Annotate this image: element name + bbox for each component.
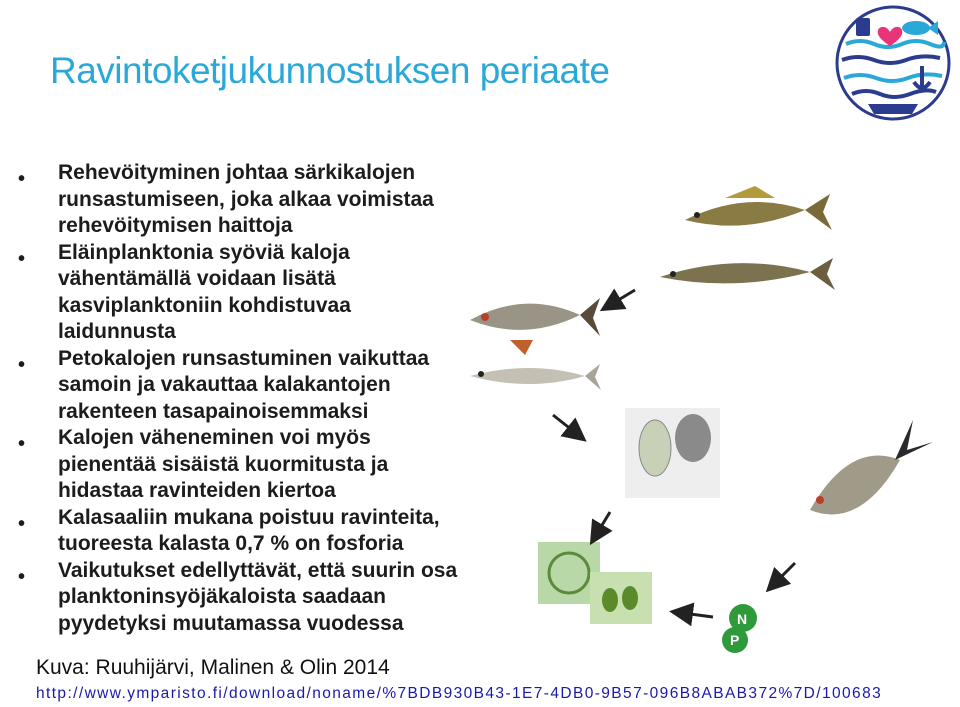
nutrient-n-label: N xyxy=(737,611,748,627)
nutrient-p-label: P xyxy=(730,632,740,648)
arrow-icon xyxy=(675,612,713,617)
arrow-icon xyxy=(553,415,582,438)
zooplankton-image xyxy=(625,408,720,498)
image-caption: Kuva: Ruuhijärvi, Malinen & Olin 2014 xyxy=(36,656,390,679)
arrow-icon xyxy=(770,563,795,588)
list-item: • Kalasaaliin mukana poistuu ravinteita, tuoreesta kalasta 0,7 % on fosforia xyxy=(18,505,440,555)
bullet-text: Kalasaaliin mukana poistuu ravinteita, tuoreesta kalasta 0,7 % on fosforia xyxy=(58,505,440,555)
food-chain-diagram xyxy=(455,180,960,660)
bullet-text: Rehevöityminen johtaa särkikalojen runsastumiseen, joka alkaa voimistaa rehevöitymisen haittoja xyxy=(58,161,434,237)
slide-title: Ravintoketjukunnostuksen periaate xyxy=(50,50,610,91)
bullet-text: Vaikutukset edellyttävät, että suurin osa planktoninsyöjäkaloista saadaan pyydetyksi muutamassa vuodessa xyxy=(58,558,458,635)
roach-large-fish-icon xyxy=(810,420,933,514)
bullet-text: Eläinplanktonia syöviä kaloja vähentämällä voidaan lisätä kasviplanktoniin kohdistuvaa laidunnusta xyxy=(58,240,351,343)
pikeperch-fish-icon xyxy=(685,186,832,230)
source-url: http://www.ymparisto.fi/download/noname/%7BDB930B43-1E7-4DB0-9B57-096B8ABAB372%7D/100683 xyxy=(36,685,883,702)
project-logo-icon xyxy=(832,4,954,122)
pike-fish-icon xyxy=(660,258,835,290)
arrow-icon xyxy=(593,512,610,540)
smelt-fish-icon xyxy=(470,364,601,390)
list-item: • Kalojen väheneminen voi myös pienentää sisäistä kuormitusta ja hidastaa ravinteiden kiertoa xyxy=(18,426,389,502)
list-item: • Eläinplanktonia syöviä kaloja vähentämällä voidaan lisätä kasviplanktoniin kohdistuvaa laidunnusta xyxy=(18,240,351,343)
list-item: • Rehevöityminen johtaa särkikalojen runsastumiseen, joka alkaa voimistaa rehevöitymisen haittoja xyxy=(18,161,434,237)
nutrient-circles xyxy=(722,604,757,653)
roach-fish-icon xyxy=(470,298,600,355)
list-item: • Petokalojen runsastuminen vaikuttaa samoin ja vakauttaa kalakantojen rakenteen tasapainoisemmaksi xyxy=(18,346,430,423)
arrow-icon xyxy=(605,290,635,308)
bullet-list xyxy=(14,160,474,637)
phytoplankton-image xyxy=(538,542,652,624)
bullet-text: Petokalojen runsastuminen vaikuttaa samoin ja vakauttaa kalakantojen rakenteen tasapainoisemmaksi xyxy=(58,346,430,423)
bullet-text: Kalojen väheneminen voi myös pienentää sisäistä kuormitusta ja hidastaa ravinteiden kiertoa xyxy=(58,426,389,502)
list-item: • Vaikutukset edellyttävät, että suurin osa planktoninsyöjäkaloista saadaan pyydetyksi muutamassa vuodessa xyxy=(18,558,458,635)
